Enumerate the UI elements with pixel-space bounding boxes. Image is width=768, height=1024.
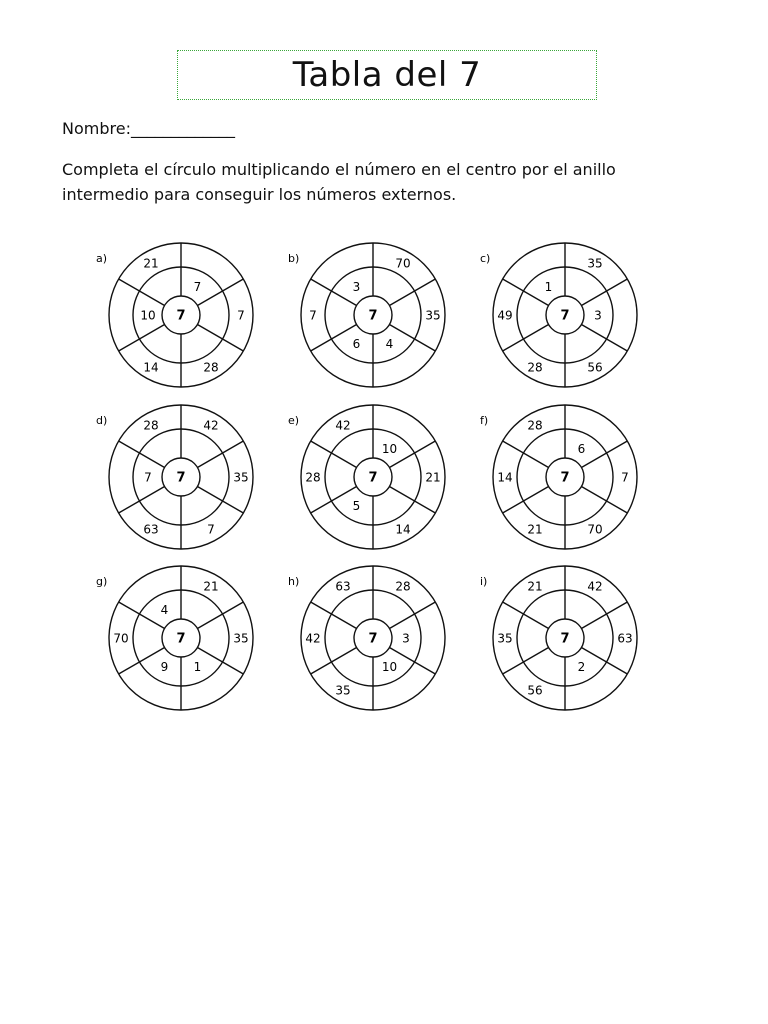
spoke-line: [119, 648, 165, 675]
inner-number: 3: [352, 279, 361, 294]
center-number: 7: [368, 470, 378, 486]
outer-number: 70: [587, 522, 603, 537]
outer-number: 35: [425, 308, 441, 323]
outer-number: 21: [527, 579, 543, 594]
outer-number: 14: [497, 470, 513, 485]
wheel-label: f): [480, 414, 489, 427]
spoke-line: [311, 279, 357, 306]
outer-number: 42: [305, 631, 321, 646]
outer-number: 28: [305, 470, 321, 485]
outer-number: 63: [617, 631, 633, 646]
wheel-f: [480, 405, 637, 549]
spoke-line: [581, 648, 627, 675]
outer-number: 35: [587, 256, 603, 271]
outer-number: 7: [207, 522, 215, 537]
outer-number: 35: [335, 683, 351, 698]
inner-number: 3: [594, 308, 602, 323]
spoke-line: [197, 487, 243, 514]
outer-number: 7: [621, 470, 629, 485]
wheel-label: i): [480, 575, 488, 588]
spoke-line: [389, 279, 435, 306]
wheel-label: d): [96, 414, 108, 427]
spoke-line: [581, 441, 627, 468]
spoke-line: [197, 648, 243, 675]
spoke-line: [119, 487, 165, 514]
center-number: 7: [560, 470, 570, 486]
outer-number: 70: [113, 631, 129, 646]
center-number: 7: [560, 308, 570, 324]
wheel-h: [288, 566, 445, 710]
inner-number: 4: [385, 337, 394, 352]
outer-number: 28: [395, 579, 411, 594]
inner-number: 7: [193, 279, 202, 294]
outer-number: 28: [527, 418, 543, 433]
spoke-line: [197, 441, 243, 468]
wheel-b: [288, 243, 445, 387]
inner-number: 4: [160, 602, 169, 617]
inner-number: 1: [193, 660, 202, 675]
center-number: 7: [176, 470, 186, 486]
outer-number: 28: [527, 360, 543, 375]
outer-number: 35: [233, 470, 249, 485]
wheel-label: c): [480, 252, 491, 265]
wheel-label: b): [288, 252, 300, 265]
spoke-line: [119, 279, 165, 306]
spoke-line: [503, 441, 549, 468]
outer-number: 14: [143, 360, 159, 375]
outer-number: 28: [143, 418, 159, 433]
inner-number: 2: [577, 660, 586, 675]
wheel-e: [288, 405, 445, 549]
outer-number: 70: [395, 256, 411, 271]
outer-number: 28: [203, 360, 219, 375]
center-number: 7: [176, 308, 186, 324]
outer-number: 21: [143, 256, 159, 271]
instructions-text: Completa el círculo multiplicando el número en el centro por el anillo intermedio para conseguir los números externos.: [62, 160, 616, 204]
spoke-line: [311, 487, 357, 514]
inner-number: 9: [160, 660, 169, 675]
outer-number: 42: [203, 418, 219, 433]
spoke-line: [503, 279, 549, 306]
spoke-line: [197, 279, 243, 306]
inner-number: 10: [381, 441, 398, 456]
spoke-line: [197, 602, 243, 629]
outer-number: 7: [309, 308, 317, 323]
inner-number: 10: [381, 660, 398, 675]
wheel-label: a): [96, 252, 108, 265]
outer-number: 21: [527, 522, 543, 537]
spoke-line: [119, 602, 165, 629]
wheel-label: h): [288, 575, 300, 588]
spoke-line: [311, 441, 357, 468]
center-number: 7: [560, 631, 570, 647]
outer-number: 56: [527, 683, 543, 698]
inner-number: 1: [544, 279, 553, 294]
center-number: 7: [368, 631, 378, 647]
spoke-line: [119, 325, 165, 352]
outer-number: 63: [335, 579, 351, 594]
outer-number: 14: [395, 522, 411, 537]
spoke-line: [503, 648, 549, 675]
outer-number: 21: [425, 470, 441, 485]
outer-number: 63: [143, 522, 159, 537]
wheel-label: g): [96, 575, 108, 588]
spoke-line: [503, 325, 549, 352]
spoke-line: [197, 325, 243, 352]
spoke-line: [389, 325, 435, 352]
outer-number: 42: [587, 579, 603, 594]
center-number: 7: [176, 631, 186, 647]
spoke-line: [119, 441, 165, 468]
spoke-line: [311, 325, 357, 352]
inner-number: 6: [577, 441, 586, 456]
outer-number: 7: [237, 308, 245, 323]
outer-number: 35: [233, 631, 249, 646]
page-title: Tabla del 7: [292, 55, 482, 95]
wheel-c: [480, 243, 637, 387]
spoke-line: [311, 602, 357, 629]
inner-number: 6: [352, 337, 361, 352]
spoke-line: [389, 602, 435, 629]
inner-number: 10: [140, 308, 156, 323]
outer-number: 42: [335, 418, 351, 433]
wheel-i: [480, 566, 637, 710]
outer-number: 56: [587, 360, 603, 375]
inner-number: 7: [144, 470, 152, 485]
spoke-line: [311, 648, 357, 675]
spoke-line: [581, 602, 627, 629]
spoke-line: [581, 279, 627, 306]
outer-number: 21: [203, 579, 219, 594]
spoke-line: [389, 487, 435, 514]
outer-number: 35: [497, 631, 513, 646]
outer-number: 49: [497, 308, 513, 323]
spoke-line: [503, 487, 549, 514]
spoke-line: [581, 325, 627, 352]
wheel-label: e): [288, 414, 300, 427]
name-field-label: Nombre:_____________: [62, 119, 235, 138]
wheel-d: [96, 405, 253, 549]
inner-number: 3: [402, 631, 410, 646]
inner-number: 5: [352, 499, 361, 514]
spoke-line: [581, 487, 627, 514]
center-number: 7: [368, 308, 378, 324]
spoke-line: [503, 602, 549, 629]
wheel-a: [96, 243, 253, 387]
wheel-g: [96, 566, 253, 710]
